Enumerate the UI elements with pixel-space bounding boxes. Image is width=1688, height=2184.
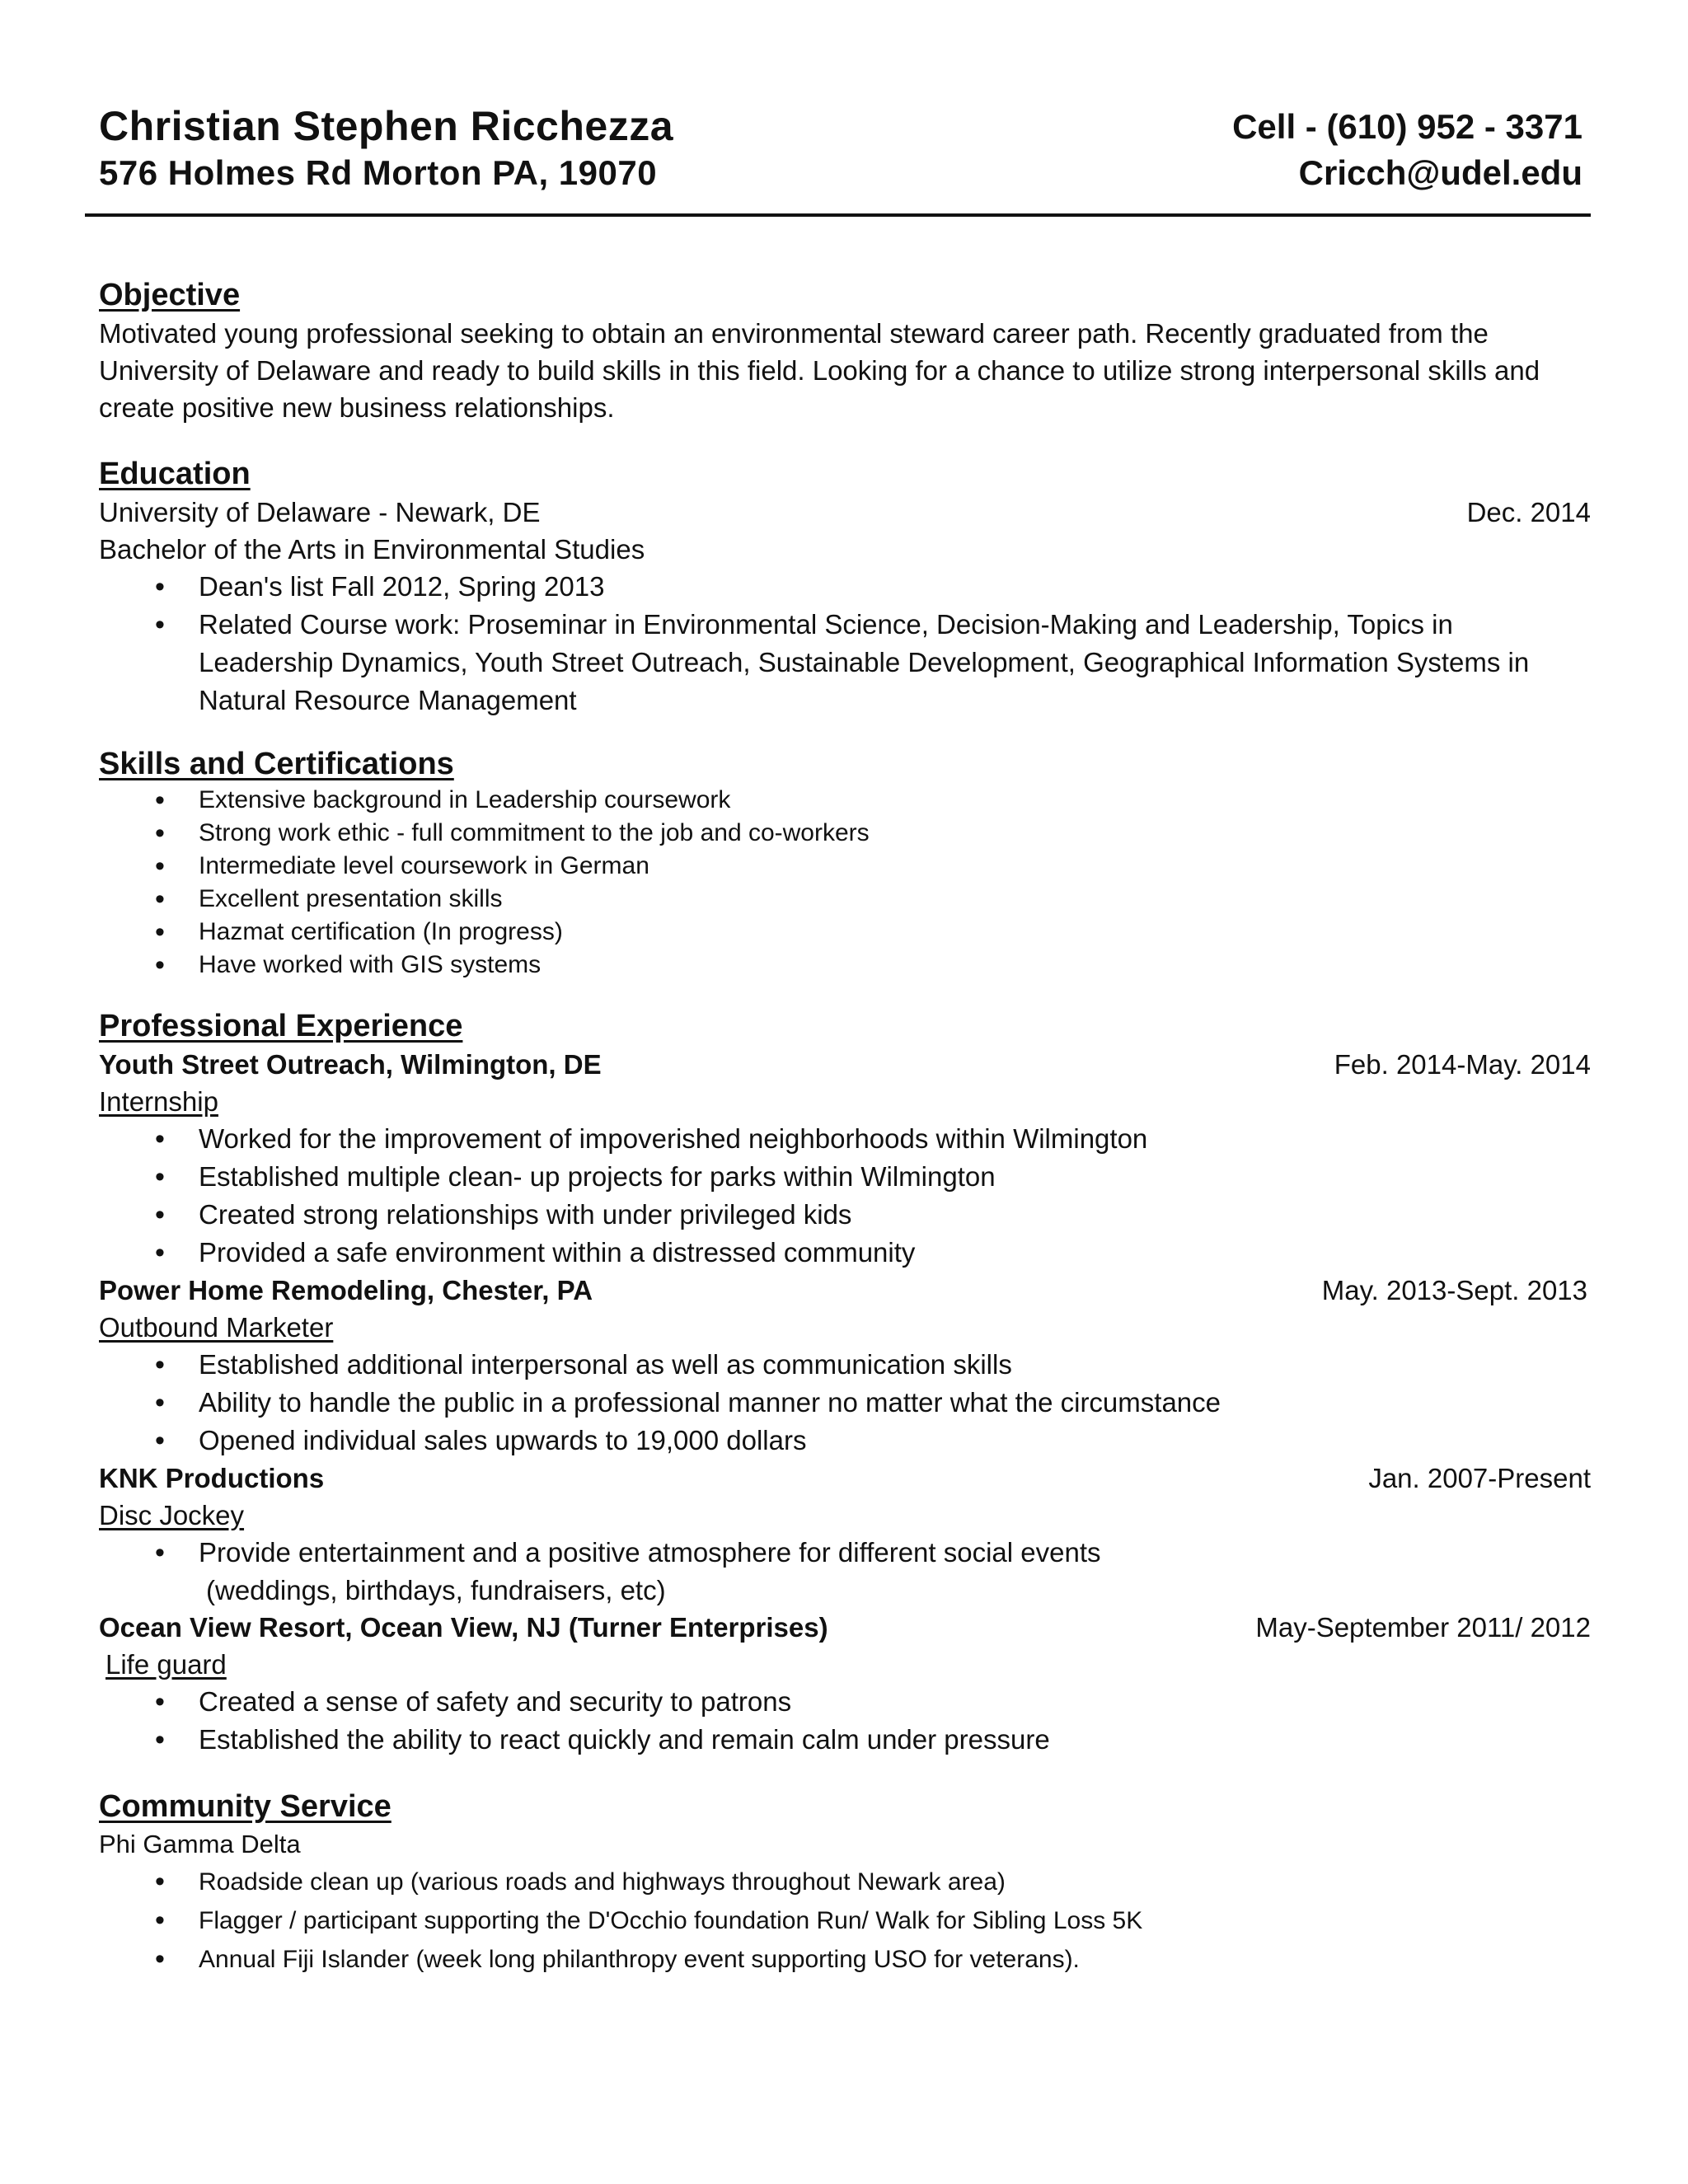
job-bullet-continuation: (weddings, birthdays, fundraisers, etc) (206, 1575, 666, 1605)
skills-title: Skills and Certifications (99, 747, 454, 781)
applicant-email: Cricch@udel.edu (1298, 153, 1582, 192)
list-item: • Created a sense of safety and security to patrons (99, 1683, 1591, 1721)
skills-section (99, 744, 1591, 982)
list-item: • Opened individual sales upwards to 19,000 dollars (99, 1422, 1591, 1460)
education-title: Education (99, 457, 251, 491)
list-item: • Extensive background in Leadership coursework (99, 784, 1591, 817)
list-item: • Hazmat certification (In progress) (99, 916, 1591, 949)
objective-section (99, 275, 1591, 426)
education-school-row (99, 494, 1591, 531)
applicant-name: Christian Stephen Ricchezza (99, 103, 673, 149)
job-date: May. 2013-Sept. 2013 (1321, 1275, 1587, 1305)
job-entry (99, 1272, 1591, 1460)
job-role: Life guard (106, 1649, 227, 1680)
list-item: • Provided a safe environment within a distressed community (99, 1234, 1591, 1272)
objective-line: Motivated young professional seeking to obtain an environmental steward career path. Recently graduated from the (99, 318, 1489, 349)
list-item: • Related Course work: Proseminar in Environmental Science, Decision-Making and Leadership, Topics in (99, 606, 1591, 644)
education-bullet-continuation (99, 644, 1591, 719)
list-item: • Excellent presentation skills (99, 883, 1591, 916)
job-bullets (99, 1534, 1591, 1572)
objective-line: University of Delaware and ready to build skills in this field. Looking for a chance to utilize strong interpersonal skills and (99, 355, 1540, 386)
resume-page (99, 99, 1591, 1979)
job-bullets (99, 1120, 1591, 1272)
objective-text (99, 315, 1591, 426)
education-school: University of Delaware - Newark, DE (99, 497, 541, 527)
list-item: • Created strong relationships with under privileged kids (99, 1196, 1591, 1234)
job-organization: Power Home Remodeling, Chester, PA (99, 1275, 593, 1305)
job-entry (99, 1609, 1591, 1759)
education-degree: Bachelor of the Arts in Environmental Studies (99, 534, 645, 565)
job-organization: KNK Productions (99, 1463, 325, 1493)
experience-section (99, 1006, 1591, 1759)
education-section (99, 454, 1591, 719)
list-item: • Provide entertainment and a positive atmosphere for different social events (99, 1534, 1591, 1572)
community-section (99, 1787, 1591, 1979)
header-divider (85, 213, 1591, 217)
community-title: Community Service (99, 1789, 392, 1824)
list-item: • Established the ability to react quickly and remain calm under pressure (99, 1721, 1591, 1759)
education-date: Dec. 2014 (1466, 497, 1591, 527)
job-entry (99, 1460, 1591, 1609)
skills-list (99, 784, 1591, 982)
job-role: Outbound Marketer (99, 1312, 334, 1343)
list-item: • Roadside clean up (various roads and highways throughout Newark area) (99, 1863, 1591, 1901)
list-item: • Intermediate level coursework in German (99, 850, 1591, 883)
job-bullets (99, 1683, 1591, 1759)
list-item: • Flagger / participant supporting the D'Occhio foundation Run/ Walk for Sibling Loss 5K (99, 1901, 1591, 1940)
objective-title: Objective (99, 278, 241, 312)
job-header-row (99, 1609, 1591, 1646)
community-org: Phi Gamma Delta (99, 1830, 301, 1858)
job-organization: Ocean View Resort, Ocean View, NJ (Turner Enterprises) (99, 1612, 828, 1643)
community-list (99, 1863, 1591, 1979)
applicant-address: 576 Holmes Rd Morton PA, 19070 (99, 153, 658, 192)
experience-title: Professional Experience (99, 1009, 463, 1043)
objective-line: create positive new business relationships. (99, 392, 615, 423)
list-item: • Have worked with GIS systems (99, 949, 1591, 982)
job-role: Disc Jockey (99, 1500, 245, 1530)
list-item: • Established additional interpersonal as well as communication skills (99, 1346, 1591, 1384)
job-organization: Youth Street Outreach, Wilmington, DE (99, 1049, 602, 1080)
job-header-row (99, 1272, 1591, 1309)
job-role: Internship (99, 1086, 218, 1117)
education-bullets (99, 568, 1591, 644)
list-item: • Ability to handle the public in a professional manner no matter what the circumstance (99, 1384, 1591, 1422)
list-item: • Established multiple clean- up projects for parks within Wilmington (99, 1158, 1591, 1196)
resume-header (99, 99, 1591, 198)
job-date: May-September 2011/ 2012 (1255, 1612, 1591, 1643)
continuation-line: Leadership Dynamics, Youth Street Outreach, Sustainable Development, Geographical Information Systems in (199, 647, 1530, 677)
job-header-row (99, 1460, 1591, 1497)
list-item: • Strong work ethic - full commitment to the job and co-workers (99, 817, 1591, 850)
job-header-row (99, 1046, 1591, 1083)
job-bullets (99, 1346, 1591, 1460)
job-date: Feb. 2014-May. 2014 (1334, 1049, 1591, 1080)
job-entry (99, 1046, 1591, 1272)
applicant-phone: Cell - (610) 952 - 3371 (1232, 107, 1582, 146)
continuation-line: Natural Resource Management (199, 685, 577, 715)
list-item: • Annual Fiji Islander (week long philanthropy event supporting USO for veterans). (99, 1940, 1591, 1979)
job-date: Jan. 2007-Present (1368, 1463, 1591, 1493)
list-item: • Dean's list Fall 2012, Spring 2013 (99, 568, 1591, 606)
list-item: • Worked for the improvement of impoverished neighborhoods within Wilmington (99, 1120, 1591, 1158)
